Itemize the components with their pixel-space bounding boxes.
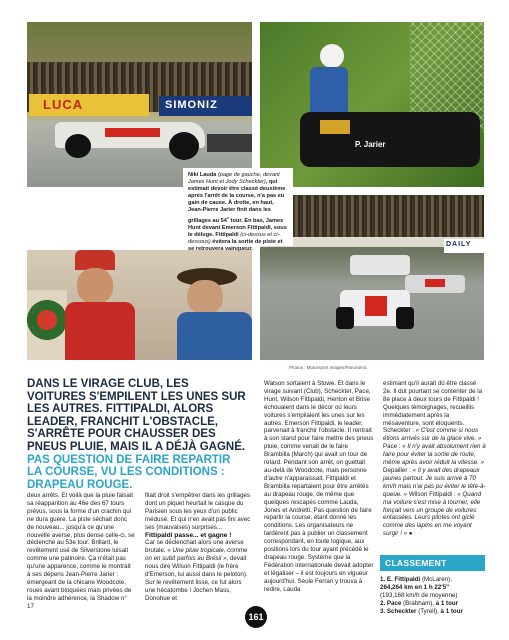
caption-italic-2: (ci-dessus et ci-dessous): [188, 231, 280, 245]
photo-fittipaldi-podium: [27, 250, 252, 360]
result-2-team: (Brabham),: [401, 599, 436, 607]
quote-pace: « Il n'y avait absolument rien à faire pour éviter la sortie de route, même après avoir réduit la vitesse. »: [383, 443, 486, 467]
result-row-3: [380, 608, 486, 616]
banner-right: SIMONIZ: [159, 96, 252, 116]
flower-wreath: [27, 290, 67, 360]
wheel: [169, 132, 199, 160]
driver-suit: [65, 302, 135, 360]
quote-depailler: « Il y avait des drapeaux jaunes partout. Je suis arrivé à 70 km/h mais n'ai pas pu éviter le tête-à-queue. »: [383, 466, 486, 498]
quote-wilson-fittipaldi: « Quand ma voiture s'est mise à tourner, elle fonçait vers un groupe de voitures entassées. Leurs pilotes ont giclé comme des lapins en me voyant surgir ! »: [383, 490, 482, 538]
result-row-2: [380, 600, 486, 608]
photo-hunt-fittipaldi-rain: [260, 195, 484, 360]
photo-jarier-crash: [260, 22, 484, 187]
banner-daily: DAILY: [444, 239, 484, 253]
column-2-text-b: Car se déclenchait alors une averse brutale.: [145, 539, 244, 555]
page-number: 161: [245, 606, 267, 628]
wheel: [336, 307, 354, 329]
caption-text-3: évitera la sortie de piste et se retrouvera vainqueur.: [188, 238, 283, 252]
result-3-gap: à 1 tour: [440, 607, 463, 615]
result-1-team: (McLaren),: [420, 576, 452, 583]
column-2-text-c: , devait nous dire Wilson Fittipaldi (le frère d'Emerson, lui aussi dans le peloton). Sur le revêtement lisse, ce fut alors une hécatombe ! Jochen Mass, Donohue et: [145, 555, 248, 602]
caption-text: , qui estimait devoir être classé deuxième après l'arrêt de la course, n'a pas eu gain de cause. À droite, en haut, Jean-Pierre Jarier finit dans les grillages au 54: [188, 179, 286, 224]
result-2-gap: à 1 tour: [435, 599, 459, 607]
quote-scheckter: « C'est comme si nous étions arrivés sur de la glace vive. »: [383, 427, 482, 443]
caption-name: Niki Lauda: [188, 172, 218, 178]
helmet: [320, 44, 344, 68]
result-3-driver: 3. Scheckter: [380, 607, 417, 615]
race-car-back: [350, 255, 410, 275]
column-4-text-c: Depailler :: [383, 466, 413, 474]
result-1-driver: 1. E. Fittipaldi: [380, 576, 421, 583]
driver-face: [77, 268, 113, 304]
column-4-text: estimant qu'il aurait dû être classé 2e. Il dut pourtant se contenter de la 8e place à deux tours de Fittipaldi ! Quelques témoignages, recueillis immédiatement après la mésaventure, sont éloquents. Scheckter :: [383, 380, 483, 435]
wheel: [396, 307, 414, 329]
headline-accent: PAS QUESTION DE FAIRE REPARTIR LA COURSE, VU LES CONDITIONS : DRAPEAU ROUGE.: [27, 453, 231, 491]
result-row-1: [380, 576, 486, 600]
photo-caption: [183, 168, 293, 252]
result-3-team: (Tyrell),: [416, 607, 441, 615]
person-face: [187, 280, 223, 314]
result-1-average: (193,168 km/h de moyenne): [380, 591, 458, 599]
column-4-text-d: Wilson Fittipaldi :: [407, 490, 458, 498]
result-2-driver: 2. Pace: [380, 599, 402, 607]
photo-credit: Photos : Motorsport Images/Panoramic: [289, 365, 368, 370]
person-jacket: [177, 312, 252, 360]
subheading: Fittipaldi passe... et gagne !: [145, 531, 232, 539]
crowd: [260, 195, 484, 240]
article-column-2: [145, 492, 251, 603]
race-car-following: [207, 134, 252, 152]
caption-text-2: tour. En bas, James Hunt devant Emerson Fittipaldi, sous le déluge. Fittipaldi: [188, 217, 287, 238]
article-column-1: deux arrêts. Et voilà que la pluie faisait sa réapparition au 46e des 67 tours prévus, sous la forme d'un crachin qui ne dura guère. La piste séchait donc de nouveau... jusqu'à ce qu'une nouvelle averse, plus dense celle-ci, se déclenche au 53e tour. Brillant, le revêtement usé de Silverstone luisait comme une patinoire. Ça n'était pas qu'une apparence, comme le montrait à ses dépens Jean-Pierre Jarier : émergeant de la chicane Woodcote, roues avant bloquées mais privées de la moindre adhérence, la Shadow n° 17: [27, 492, 135, 610]
classement-header: CLASSEMENT: [380, 555, 485, 571]
car-driver-name: P. Jarier: [355, 140, 386, 149]
article-column-3: Watson sortaient à Stowe. Et dans le virage suivant (Club), Scheckter, Pace, Hunt, Wilson Fittipaldi, Henton et Brise échouaient dans le décor où leurs voitures s'empilaient les unes sur les autres. Emerson Fittipaldi, le leader, parvenait à franchir l'obstacle. Il rentrait à son stand pour faire mettre des pneus pluie, comme venait de le faire Brambilla (March) qui avait un tour de retard. Pendant son arrêt, on guettait au-delà de Woodcote, mais personne d'autre n'apparaissait. Fittipaldi et Brambilla repartaient pour être arrêtés au drapeau rouge, de même que quelques rescapés comme Lauda, Jones et Andretti. Pas question de faire repartir la course, étant donné les conditions. Les organisateurs ne tardèrent pas à publier un classement correspondant, en toute logique, aux positions lors du tour ayant précédé le drapeau rouge. Système que la Fédération internationale devait adopter et légaliser – il est toujours en vigueur aujourd'hui. Seule Ferrari y trouva à redire, Lauda: [264, 380, 374, 593]
caption-italic: (page de gauche, devant James Hunt et Jody Scheckter): [188, 172, 280, 185]
end-mark: ●: [407, 530, 413, 538]
result-1-time: 264,264 km en 1 h 22'5": [380, 583, 450, 591]
race-car-right: [405, 275, 465, 293]
shadow-car: [300, 112, 480, 167]
article-column-4: [383, 380, 486, 538]
photo-lauda-hunt-scheckter: [27, 22, 252, 187]
wheel: [65, 134, 91, 158]
cap: [75, 250, 115, 270]
column-2-text: filait droit s'empêtrer dans les grillages dont un piquet heurtait le casque du Parisien sous les yeux d'un public médusé. Et qui n'en avait pas fini avec ses (mauvaises) surprises...: [145, 492, 251, 531]
banner-left: LUCA: [29, 94, 149, 116]
column-2-quote: « Une pluie tropicale, comme on en subit parfois au Brésil »: [145, 547, 248, 563]
column-4-text-b: Pace :: [383, 443, 403, 451]
headline-main: DANS LE VIRAGE CLUB, LES VOITURES S'EMPILENT LES UNES SUR LES AUTRES. FITTIPALDI, ALORS LEADER, FRANCHIT L'OBSTACLE, S'ARRÊTE POUR CHAUSSER DES PNEUS PLUIE, MAIS IL A DÉJÀ GAGNÉ.: [27, 378, 246, 453]
caption-sup: e: [226, 215, 230, 220]
pull-headline: [27, 378, 247, 491]
classement-results: [380, 576, 486, 616]
